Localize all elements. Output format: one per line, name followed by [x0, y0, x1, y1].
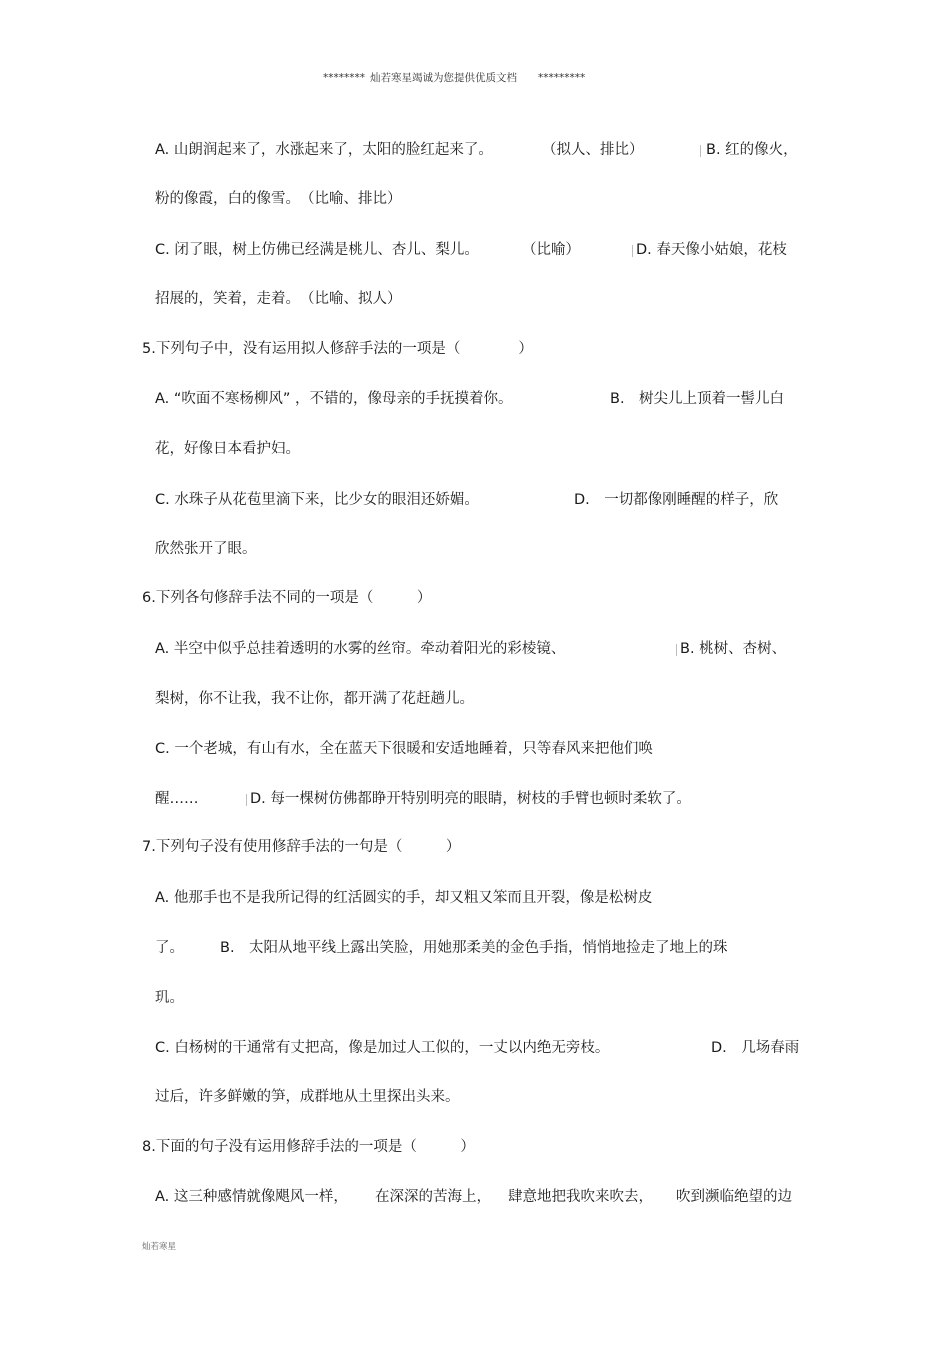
column-marker	[246, 794, 247, 806]
column-marker	[676, 644, 677, 656]
q6-stem: 6.下列各句修辞手法不同的一项是（ ）	[142, 590, 432, 606]
q4-option-b-start: B. 红的像火，	[706, 142, 798, 158]
header-title: 灿若寒星竭诚为您提供优质文档	[370, 72, 517, 84]
q6-option-a: A. 半空中似乎总挂着透明的水雾的丝帘。牵动着阳光的彩棱镜、	[155, 641, 566, 657]
column-marker	[700, 145, 701, 157]
q4-option-c: C. 闭了眼，树上仿佛已经满是桃儿、杏儿、梨儿。	[155, 242, 479, 258]
q4-option-c-note: （比喻）	[522, 242, 580, 258]
q7-option-a: A. 他那手也不是我所记得的红活圆实的手，却又粗又笨而且开裂，像是松树皮	[155, 890, 653, 906]
header-stars-right: *********	[538, 72, 586, 84]
q7-option-d-continued: 过后，许多鲜嫩的笋，成群地从土里探出头来。	[155, 1089, 460, 1105]
q4-option-d-start: D. 春天像小姑娘，花枝	[636, 242, 787, 258]
q4-option-a-note: （拟人、排比）	[542, 142, 644, 158]
q7-option-b-continued: 玑。	[155, 990, 184, 1006]
q8-option-a-part3: 肆意地把我吹来吹去，	[508, 1189, 653, 1205]
footer-text: 灿若寒星	[142, 1242, 177, 1252]
q8-option-a-part2: 在深深的苦海上，	[375, 1189, 491, 1205]
q5-option-b-continued: 花，好像日本看护妇。	[155, 441, 300, 457]
q6-option-b-start: B. 桃树、杏树、	[680, 641, 787, 657]
q5-option-d-continued: 欣然张开了眼。	[155, 541, 257, 557]
q7-option-b: B. 太阳从地平线上露出笑脸，用她那柔美的金色手指，悄悄地捡走了地上的珠	[220, 940, 728, 956]
header-stars-left: ********	[323, 72, 365, 84]
q5-stem: 5.下列句子中，没有运用拟人修辞手法的一项是（ ）	[142, 341, 533, 357]
q6-option-b-continued: 梨树，你不让我，我不让你，都开满了花赶趟儿。	[155, 691, 474, 707]
q4-option-d-continued: 招展的，笑着，走着。 （比喻、拟人）	[155, 291, 402, 307]
q8-option-a-part1: A. 这三种感情就像飓风一样，	[155, 1189, 348, 1205]
q7-option-c: C. 白杨树的干通常有丈把高，像是加过人工似的，一丈以内绝无旁枝。	[155, 1040, 610, 1056]
q6-option-c: C. 一个老城，有山有水，全在蓝天下很暖和安适地睡着，只等春风来把他们唤	[155, 741, 653, 757]
q8-stem: 8.下面的句子没有运用修辞手法的一项是（ ）	[142, 1139, 475, 1155]
q7-stem: 7.下列句子没有使用修辞手法的一句是（ ）	[142, 839, 461, 855]
q5-option-d-start: D. 一切都像刚睡醒的样子，欣	[574, 492, 779, 508]
q8-option-a-part4: 吹到濒临绝望的边	[676, 1189, 792, 1205]
q6-option-d: D. 每一棵树仿佛都睁开特别明亮的眼睛，树枝的手臂也顿时柔软了。	[250, 791, 691, 807]
q4-option-b-continued: 粉的像霞，白的像雪。 （比喻、排比）	[155, 191, 402, 207]
column-marker	[632, 245, 633, 257]
q7-option-d-start: D. 几场春雨	[711, 1040, 800, 1056]
q5-option-a: A. “吹面不寒杨柳风” ，不错的，像母亲的手抚摸着你。	[155, 391, 513, 407]
q5-option-c: C. 水珠子从花苞里滴下来，比少女的眼泪还娇媚。	[155, 492, 479, 508]
q4-option-a: A. 山朗润起来了，水涨起来了，太阳的脸红起来了。	[155, 142, 493, 158]
q7-option-a-continued: 了。	[155, 940, 184, 956]
q6-option-c-continued: 醒……	[155, 791, 199, 807]
q5-option-b-start: B. 树尖儿上顶着一髻儿白	[610, 391, 785, 407]
